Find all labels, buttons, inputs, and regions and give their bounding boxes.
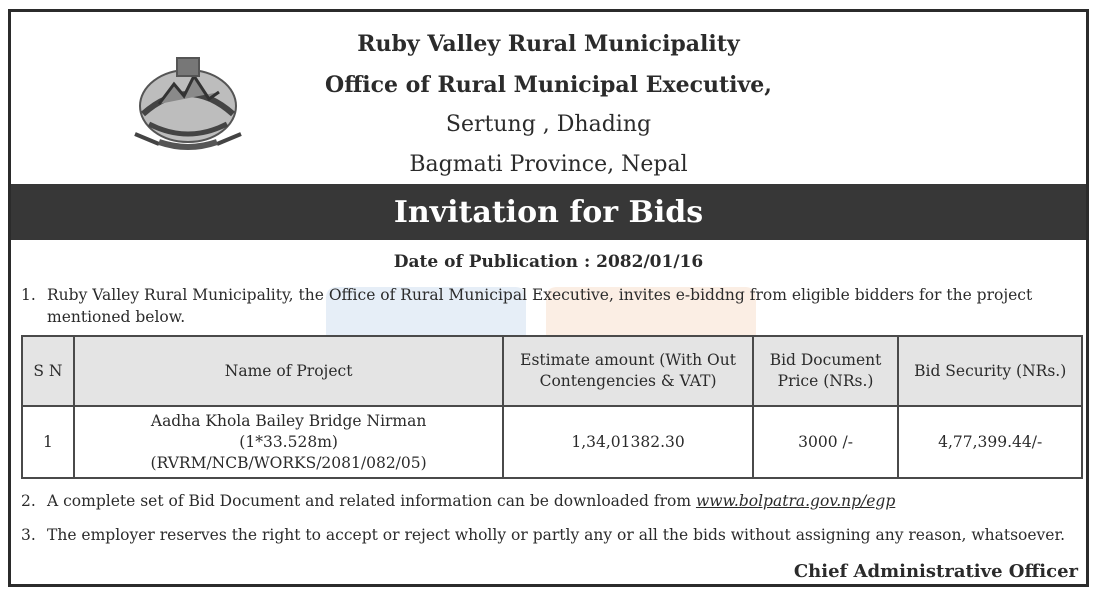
paragraph-text: Ruby Valley Rural Municipality, the Office of Rural Municipal Executive, invites e-biddng from eligible bidders for the project mentioned below. (47, 286, 1033, 326)
paragraph-number: 2. (21, 492, 36, 510)
cell-bid-security: 4,77,399.44/- (898, 406, 1082, 478)
header-project-name: Name of Project (74, 336, 504, 406)
address-line: Sertung , Dhading (445, 112, 652, 137)
paragraph-1 (21, 284, 1083, 328)
office-name: Office of Rural Municipal Executive, (325, 72, 772, 98)
header-bid-document-price: Bid Document Price (NRs.) (753, 336, 899, 406)
bolpatra-link[interactable]: www.bolpatra.gov.np/egp (695, 492, 896, 510)
paragraph-number: 3. (21, 526, 36, 544)
nepal-government-emblem-icon (129, 54, 247, 154)
cell-bid-document-price: 3000 /- (753, 406, 899, 478)
paragraph-text: The employer reserves the right to accept or reject wholly or partly any or all the bids without assigning any reason, whatsoever. (47, 526, 1066, 544)
bids-table (21, 335, 1083, 479)
title-banner (11, 184, 1086, 240)
header-bid-security: Bid Security (NRs.) (898, 336, 1082, 406)
cell-sn: 1 (22, 406, 74, 478)
table-header-row (22, 336, 1082, 406)
banner-title: Invitation for Bids (393, 194, 704, 230)
province-line: Bagmati Province, Nepal (409, 152, 688, 177)
table-row (22, 406, 1082, 478)
paragraph-number: 1. (21, 286, 36, 304)
header-estimate-amount: Estimate amount (With Out Contengencies & VAT) (503, 336, 752, 406)
publication-date: Date of Publication : 2082/01/16 (393, 252, 704, 272)
header-sn: S N (22, 336, 74, 406)
paragraph-text (47, 490, 1083, 512)
paragraph-2 (21, 490, 1083, 512)
paragraph-text-content: A complete set of Bid Document and related information can be downloaded from (47, 492, 696, 510)
signature-title: Chief Administrative Officer (793, 561, 1078, 582)
cell-estimate-amount: 1,34,01382.30 (503, 406, 752, 478)
cell-project-name: Aadha Khola Bailey Bridge Nirman (1*33.528m) (RVRM/NCB/WORKS/2081/082/05) (74, 406, 504, 478)
municipality-name: Ruby Valley Rural Municipality (357, 31, 740, 57)
notice-frame (8, 9, 1089, 587)
paragraph-3 (21, 524, 1083, 546)
